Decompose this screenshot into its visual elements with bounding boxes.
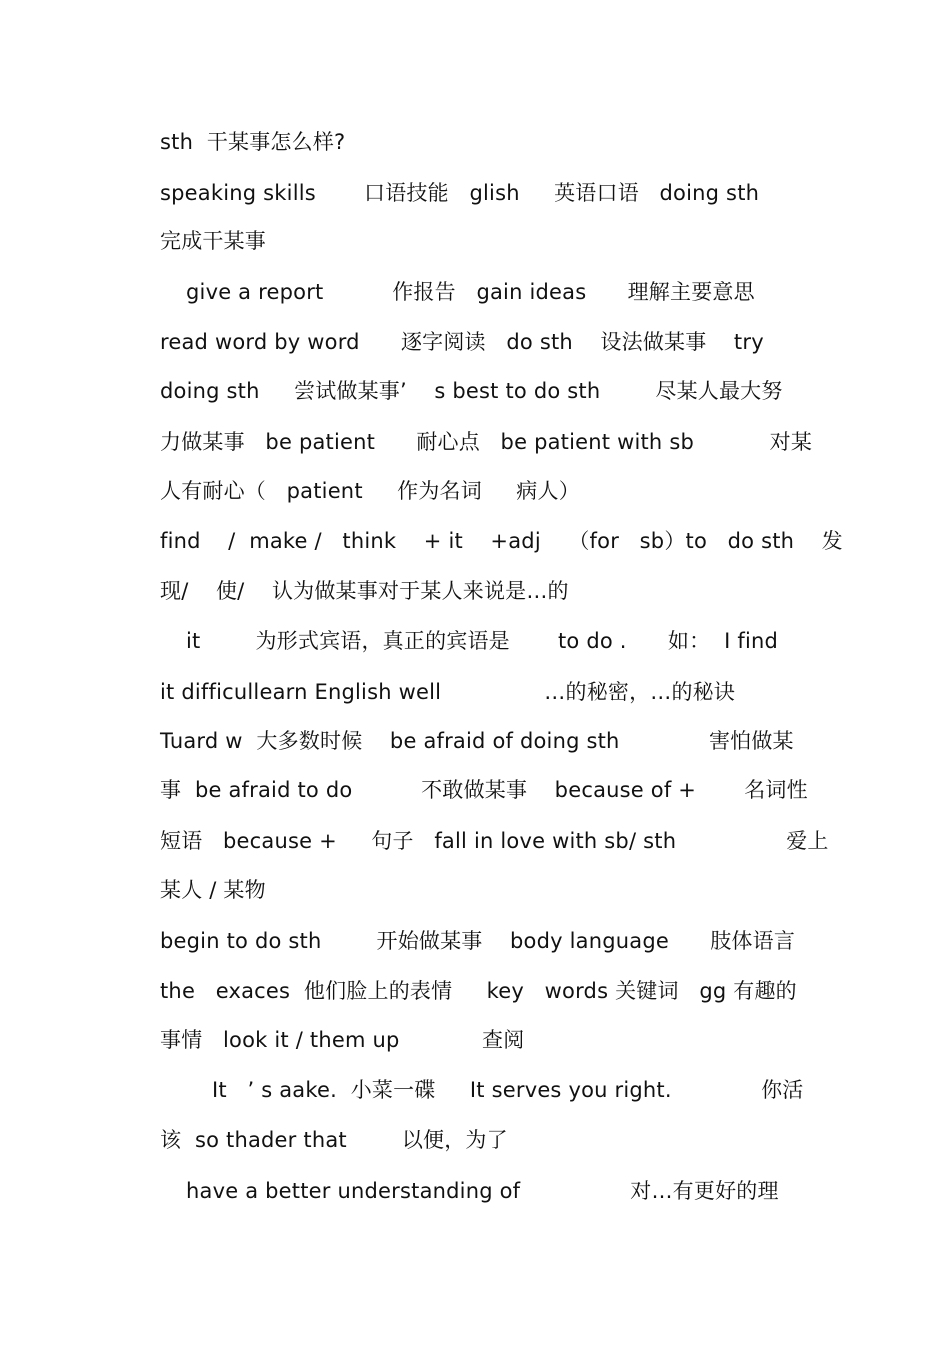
text-line-16: 某人 / 某物 <box>160 878 266 902</box>
text-line-3: 完成干某事 <box>160 229 266 253</box>
text-line-20: It ’ s aake. 小菜一碟 It serves you right. 你活 <box>212 1078 804 1102</box>
text-line-22: have a better understanding of 对…有更好的理 <box>186 1179 779 1203</box>
text-line-19: 事情 look it / them up 查阅 <box>160 1028 525 1052</box>
text-line-6: doing sth 尝试做某事’ s best to do sth 尽某人最大努 <box>160 379 783 403</box>
text-line-12: it difficullearn English well …的秘密，…的秘诀 <box>160 680 736 704</box>
text-line-10: 现/ 使/ 认为做某事对于某人来说是…的 <box>160 579 569 603</box>
text-line-17: begin to do sth 开始做某事 body language 肢体语言 <box>160 929 796 953</box>
text-line-13: Tuard w 大多数时候 be afraid of doing sth 害怕做某 <box>160 729 794 753</box>
text-line-21: 该 so thader that 以便，为了 <box>160 1128 508 1152</box>
text-line-5: read word by word 逐字阅读 do sth 设法做某事 try <box>160 330 764 354</box>
text-line-9: find / make / think + it +adj （for sb）to do sth 发 <box>160 529 843 553</box>
text-line-14: 事 be afraid to do 不敢做某事 because of + 名词性 <box>160 778 808 802</box>
text-line-18: the exaces 他们脸上的表情 key words 关键词 gg 有趣的 <box>160 979 797 1003</box>
text-line-11: it 为形式宾语，真正的宾语是 to do . 如： I find <box>186 629 779 653</box>
text-line-4: give a report 作报告 gain ideas 理解主要意思 <box>186 280 755 304</box>
text-line-1: sth 干某事怎么样? <box>160 130 346 154</box>
text-line-7: 力做某事 be patient 耐心点 be patient with sb 对某 <box>160 430 813 454</box>
text-line-15: 短语 because + 句子 fall in love with sb/ sth 爱上 <box>160 829 829 853</box>
text-line-2: speaking skills 口语技能 glish 英语口语 doing sth <box>160 181 760 205</box>
text-line-8: 人有耐心（ patient 作为名词 病人） <box>160 479 580 503</box>
